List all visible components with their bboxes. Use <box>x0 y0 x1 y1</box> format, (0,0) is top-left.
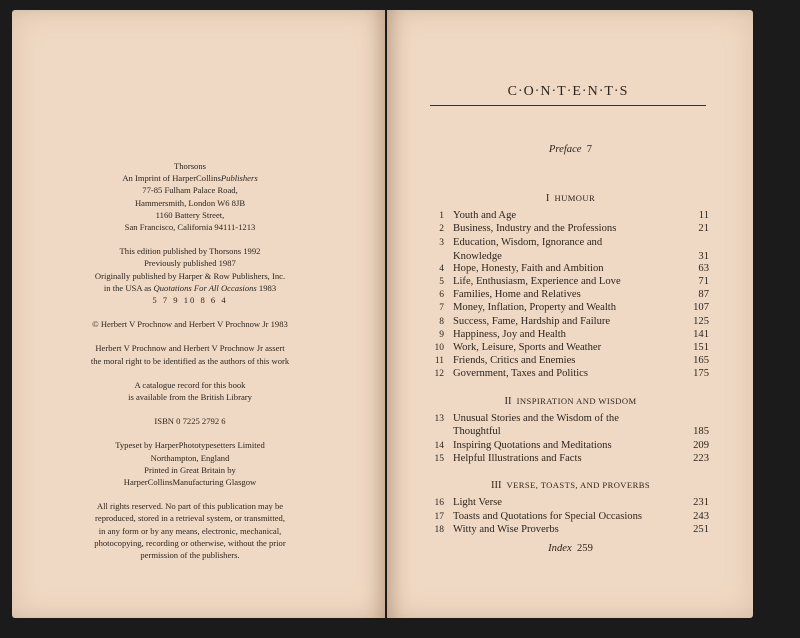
copyright-block <box>30 318 350 330</box>
edition-line: in the USA as Quotations For All Occasions 1983 <box>103 282 277 293</box>
toc-entry-continued: Knowledge 31 <box>453 251 709 262</box>
toc-entry: 2 Business, Industry and the Professions 21 <box>439 223 709 234</box>
preface-entry: Preface 7 <box>548 144 593 155</box>
copyright-line: © Herbert V Prochnow and Herbert V Prochnow Jr 1983 <box>92 319 288 330</box>
section-heading: I HUMOUR <box>545 193 596 204</box>
toc-entry: 5 Life, Enthusiasm, Experience and Love 71 <box>439 276 709 287</box>
toc-entry: 3 Education, Wisdom, Ignorance and <box>439 237 603 248</box>
publisher-name: Thorsons <box>174 161 206 171</box>
section-heading: III VERSE, TOASTS, AND PROVERBS <box>490 480 651 491</box>
index-entry: Index 259 <box>548 543 593 554</box>
publisher-address: 77-85 Fulham Palace Road, <box>142 185 238 196</box>
toc-entry: 16 Light Verse 231 <box>434 497 709 508</box>
publisher-address: 1160 Battery Street, <box>155 209 225 220</box>
contents-title: C·O·N·T·E·N·T·S <box>507 84 629 99</box>
toc-entry-continued: Thoughtful 185 <box>453 426 709 437</box>
section-heading: II INSPIRATION AND WISDOM <box>504 396 637 407</box>
toc-entry: 17 Toasts and Quotations for Special Occasions 243 <box>434 511 709 522</box>
toc-entry: 10 Work, Leisure, Sports and Weather 151 <box>434 342 709 353</box>
toc-entry: 1 Youth and Age 11 <box>439 210 709 221</box>
toc-entry: 8 Success, Fame, Hardship and Failure 125 <box>439 316 709 327</box>
toc-entry: 6 Families, Home and Relatives 87 <box>439 289 709 300</box>
edition-block <box>30 245 350 306</box>
typeset-block: Typeset by HarperPhototypesetters Limited Northampton, England Printed in Great Britain by HarperCollinsManufacturing Glasgow <box>115 440 265 488</box>
moral-right-block: Herbert V Prochnow and Herbert V Prochnow Jr assert the moral right to be identified as the authors of this work <box>90 343 290 366</box>
publisher-address: Hammersmith, London W6 8JB <box>134 197 246 208</box>
edition-line: This edition published by Thorsons 1992 <box>119 246 261 257</box>
toc-entry: 4 Hope, Honesty, Faith and Ambition 63 <box>439 263 709 274</box>
isbn: ISBN 0 7225 2792 6 <box>154 416 226 427</box>
toc-entry: 7 Money, Inflation, Property and Wealth 107 <box>439 302 709 313</box>
toc-entry: 12 Government, Taxes and Politics 175 <box>434 368 709 379</box>
catalogue-block: A catalogue record for this book is available from the British Library <box>128 379 252 403</box>
publisher-address: San Francisco, California 94111-1213 <box>124 222 256 233</box>
rights-block: All rights reserved. No part of this publication may be reproduced, stored in a retrieval system, or transmitted, in any form or by any means, electronic, mechanical, photocopying, recording or otherwise, without the prior permission of the publishers. <box>94 501 286 561</box>
edition-line: Originally published by Harper & Row Publishers, Inc. <box>94 270 286 281</box>
toc-entry: 18 Witty and Wise Proverbs 251 <box>434 524 709 535</box>
publisher-block <box>30 160 350 233</box>
imprint-page <box>30 160 350 573</box>
toc-entry: 11 Friends, Critics and Enemies 165 <box>434 355 709 366</box>
toc-entry: 15 Helpful Illustrations and Facts 223 <box>434 453 709 464</box>
publisher-imprint: An Imprint of HarperCollinsPublishers <box>122 173 258 184</box>
edition-line: Previously published 1987 <box>144 258 236 269</box>
printing-numbers: 5 7 9 10 8 6 4 <box>152 295 228 306</box>
isbn-block <box>30 415 350 427</box>
toc-entry: 14 Inspiring Quotations and Meditations 209 <box>434 440 709 451</box>
title-rule <box>430 105 706 106</box>
toc-entry: 9 Happiness, Joy and Health 141 <box>439 329 709 340</box>
toc-entry: 13 Unusual Stories and the Wisdom of the <box>434 413 619 424</box>
